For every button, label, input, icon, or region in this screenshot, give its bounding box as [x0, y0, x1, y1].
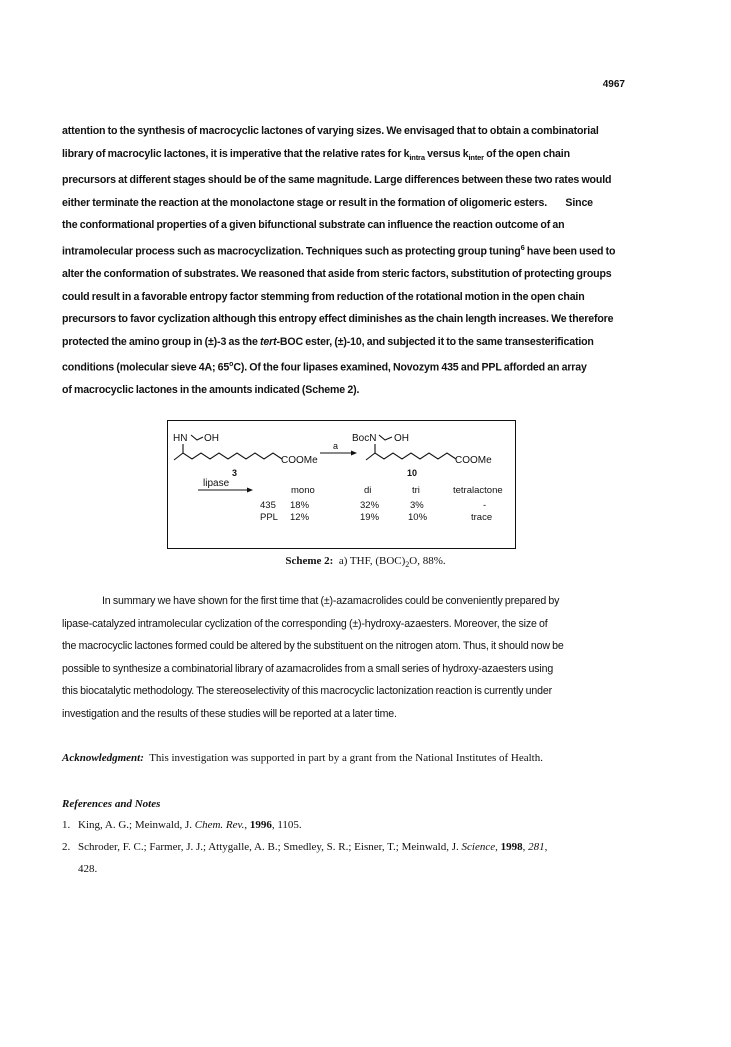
text-line: attention to the synthesis of macrocyclic lactones of varying sizes. We envisaged that to obtain a combinatorial: [62, 125, 599, 137]
compound-3-label: 3: [232, 468, 238, 478]
right-hydroxyethyl-chain: [379, 435, 392, 440]
left-hydroxyethyl-chain: [191, 435, 203, 440]
left-oh-label: OH: [204, 433, 219, 444]
body-paragraph-1: [62, 120, 632, 401]
left-ester-label: COOMe: [281, 455, 318, 466]
row-enzyme-ppl: PPL: [260, 512, 278, 523]
cell-ppl-mono: 12%: [290, 512, 310, 523]
col-header-mono: mono: [291, 485, 315, 496]
right-carbon-chain: [366, 453, 456, 460]
acknowledgment-heading: Acknowledgment:: [62, 752, 144, 764]
text-line: of macrocyclic lactones in the amounts indicated (Scheme 2).: [62, 383, 360, 396]
compound-10-label: 10: [407, 468, 418, 478]
text-line: conditions (molecular sieve 4A; 65$^o$C). Of the four lipases examined, Novozym 435 and PPL afforded an array: [62, 360, 587, 374]
text-line: the macrocyclic lactones formed could be altered by the substituent on the nitrogen atom. Thus, it should now be: [62, 640, 564, 653]
right-bocn-label: BocN: [352, 433, 377, 444]
page-number: 4967: [602, 79, 625, 90]
acknowledgment: [62, 752, 682, 764]
scheme-caption: Scheme 2: a) THF, $(BOC)_2O$, 88%.: [285, 555, 446, 570]
lipase-label: lipase: [203, 478, 230, 489]
row-enzyme-435: 435: [260, 500, 276, 511]
col-header-di: di: [364, 485, 372, 496]
text-line: could result in a favorable entropy factor stemming from reduction of the rotational motion in the open chain: [62, 290, 585, 303]
reagent-a-label: a: [333, 441, 339, 451]
lipase-arrowhead: [247, 488, 253, 493]
text-line: this biocatalytic methodology. The stereoselectivity of this macrocyclic lactonization reaction is currently under: [62, 685, 552, 698]
text-line: library of macrocylic lactones, it is imperative that the relative rates for $k_{intra}$ versus $k_{inter}$ of the open chain: [62, 147, 570, 162]
text-line: the conformational properties of a given bifunctional substrate can influence the reaction outcome of an: [62, 219, 565, 232]
cell-435-di: 32%: [360, 500, 380, 511]
text-line: either terminate the reaction at the monolactone stage or result in the formation of oligomeric esters. Since: [62, 196, 593, 209]
references-heading: References and Notes: [62, 798, 161, 810]
col-header-tri: tri: [412, 485, 420, 496]
text-line: possible to synthesize a combinatorial library of azamacrolides from a small series of hydroxy-azaesters using: [62, 662, 554, 675]
scheme-2-structure: [168, 421, 515, 548]
left-hn-label: HN: [173, 433, 188, 444]
text-line: precursors to favor cyclization although this entropy effect diminishes as the chain length increases. We therefore: [62, 313, 614, 326]
acknowledgment-text: This investigation was supported in part by a grant from the National Institutes of Health.: [143, 752, 543, 764]
text-line: protected the amino group in (±)-3 as the tert-BOC ester, (±)-10, and subjected it to the same transesterification: [62, 335, 594, 348]
text-line: intramolecular process such as macrocyclization. Techniques such as protecting group tuning$^6$ have been used to: [62, 243, 616, 258]
text-line: lipase-catalyzed intramolecular cyclization of the corresponding (±)-hydroxy-azaesters. Moreover, the size of: [62, 617, 548, 630]
text-line: alter the conformation of substrates. We reasoned that aside from steric factors, substitution of protecting groups: [62, 268, 612, 281]
cell-ppl-di: 19%: [360, 512, 380, 523]
cell-435-mono: 18%: [290, 500, 310, 511]
right-ester-label: COOMe: [455, 455, 492, 466]
body-paragraph-2: [62, 590, 632, 726]
reference-1: 1. King, A. G.; Meinwald, J. Chem. Rev., 1996, 1105.: [62, 819, 302, 831]
cell-435-tetra: -: [483, 500, 487, 511]
cell-ppl-tetra: trace: [471, 512, 493, 523]
caption-label: Scheme 2:: [285, 555, 334, 567]
text-line: In summary we have shown for the first time that (±)-azamacrolides could be conveniently prepared by: [102, 595, 560, 607]
text-line: precursors at different stages should be of the same magnitude. Large differences between these two rates would: [62, 174, 612, 187]
cell-ppl-tri: 10%: [408, 512, 428, 523]
right-oh-label: OH: [394, 433, 409, 444]
col-header-tetralactone: tetralactone: [453, 485, 503, 496]
cell-435-tri: 3%: [410, 500, 424, 511]
reference-2: 2. Schroder, F. C.; Farmer, J. J.; Attygalle, A. B.; Smedley, S. R.; Eisner, T.; Meinwald, J. Science, 1998, 281, 428.: [62, 841, 548, 875]
text-line: investigation and the results of these studies will be reported at a later time.: [62, 707, 397, 720]
scheme-2-box: [167, 420, 516, 549]
left-carbon-chain: [174, 453, 282, 460]
reaction-arrowhead: [351, 451, 357, 456]
